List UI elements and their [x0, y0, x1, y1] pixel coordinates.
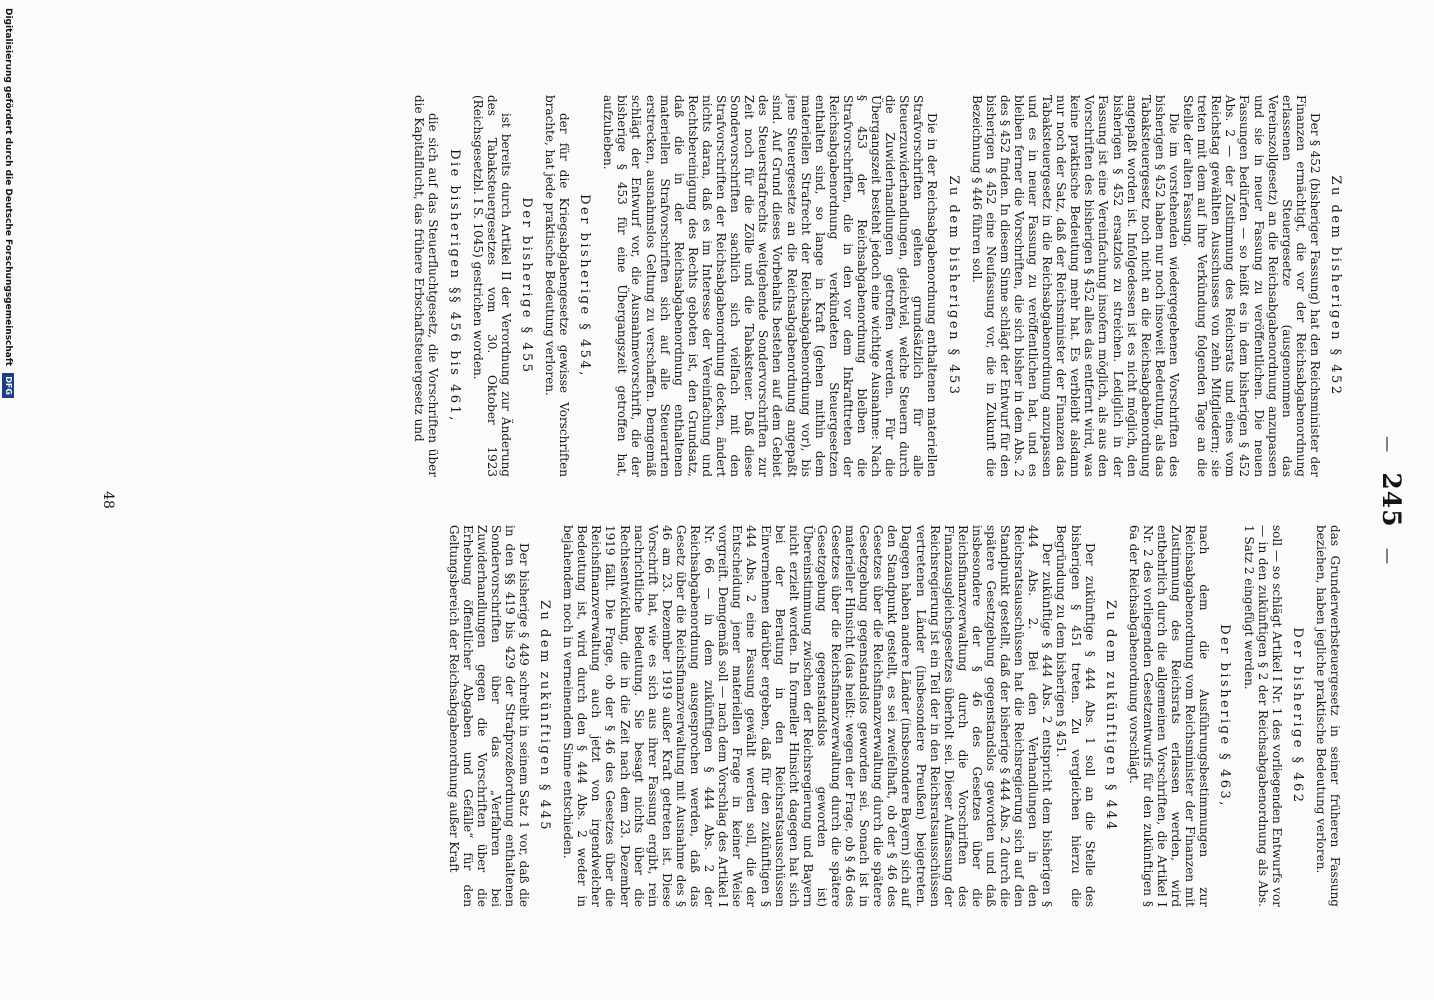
paragraph: Der zukünftige § 444 Abs. 1 soll an die Stelle des bisherigen § 451 treten. Zu vergleichen hierzu die Begründung zu dem bisherigen § 451.: [1054, 525, 1097, 907]
paragraph: die sich auf das Steuerfluchtgesetz, die Vorschriften über die Kapitalflucht, das frühere Erbschaftsteuergesetz und: [412, 95, 441, 477]
paragraph: der für die Kriegsabgabengesetze gewisse Vorschriften brachte, hat jede praktische Bedeutung verloren.: [543, 95, 572, 477]
paragraph: Der bisherige § 449 schreibt in seinem Satz 1 vor, daß die in den §§ 419 bis 429 der Strafprozeßordnung enthaltenen Sondervorschriften über das „Verfahren bei Zuwiderhandlungen gegen die Vorschriften über die Erhebung öffentlicher Abgaben und Gefälle“ für den Geltungsbereich der Reichsabgabenordnung außer Kraft: [446, 525, 532, 907]
page-number: 245: [1377, 472, 1406, 528]
section-heading: Der bisherige § 463,: [1217, 624, 1233, 808]
right-column: [446, 525, 1342, 907]
paragraph: ist bereits durch Artikel II der Verordnung zur Änderung des Tabaksteuergesetzes vom 30. Oktober 1923 (Reichsgesetzbl. I S. 1045) gestrichen worden.: [470, 95, 513, 477]
paragraph: soll — so schlägt Artikel I Nr. 1 des vorliegenden Entwurfs vor — in den zukünftigen § 2 der Reichsabgabenordnung als Abs. 1 Satz 2 eingefügt werden.: [1241, 525, 1284, 907]
paragraph: Die im vorstehenden wiedergegebenen Vorschriften des bisherigen § 452 haben nur noch insoweit Bedeutung, als das Tabaksteuergesetz noch nicht an die Reichsabgabenordnung angepaßt worden ist. Infolgedessen ist es nicht möglich, den bisherigen § 452 ersatzlos zu streichen. Lediglich in der Fassung ist eine Vereinfachung insofern möglich, als aus den Vorschriften des bisherigen § 452 alles das entfernt wird, was keine praktische Bedeutung mehr hat. Es verbleibt alsdann nur noch der Satz, daß der Reichsminister der Finanzen das Tabaksteuergesetz in die Reichsabgabenordnung anzupassen und es in neuer Fassung zu veröffentlichen hat, und es bleiben ferner die Vorschriften, die sich bisher in dem Abs. 2 des § 452 finden. In diesem Sinne schlägt der Entwurf für den bisherigen § 452 eine Neufassung vor, die in Zukunft die Bezeichnung § 446 führen soll.: [969, 95, 1181, 477]
left-column: [412, 95, 1342, 477]
section-heading: Zu dem zukünftigen § 445: [537, 599, 553, 832]
digitization-credit: [0, 0, 16, 1008]
credit-text: Digitalisierung gefördert durch die Deutsche Forschungsgemeinschaft: [3, 8, 13, 367]
paragraph: Der § 452 (bisheriger Fassung) hat den Reichsminister der Finanzen ermächtigt, die vor der Reichsabgabenordnung erlassenen Steuergesetze (ausgenommen das Vereinszollgesetz) an die Reichsabgabenordnung anzupassen und sie in neuer Fassung zu veröffentlichen. Die neuen Fassungen bedürfen — so heißt es in dem bisherigen § 452 Abs. 2 — der Zustimmung des Reichsrats und eines vom Reichstag gewählten Ausschusses von zehn Mitgliedern; sie treten mit dem auf ihre Verkündung folgenden Tage an die Stelle der alten Fassung.: [1181, 95, 1322, 477]
dfg-logo: DFG: [2, 373, 14, 398]
paragraph: Die in der Reichsabgabenordnung enthaltenen materiellen Strafvorschriften gelten grundsätzlich für alle Steuerzuwiderhandlungen, gleichviel, welche Steuern durch die Zuwiderhandlungen getroffen werden. Für die Übergangszeit besteht jedoch eine wichtige Ausnahme: Nach § 453 der Reichsabgabenordnung bleiben die Strafvorschriften, die in den vor dem Inkrafttreten der Reichsabgabenordnung verkündeten Steuergesetzen enthalten sind, so lange in Kraft (gehen mithin dem materiellen Strafrecht der Reichsabgabenordnung vor), bis jene Steuergesetze an die Reichsabgabenordnung angepaßt sind. Auf Grund dieses Vorbehalts bestehen auf dem Gebiet des Steuerstrafrechts weitgehende Sondervorschriften zur Zeit noch für die Zölle und die Tabaksteuer. Daß diese Sondervorschriften sachlich sich vielfach mit den Strafvorschriften der Reichsabgabenordnung decken, ändert nichts daran, daß es im Interesse der Vereinfachung und Rechtsbereinigung des Rechts geboten ist, den Grundsatz, daß die in der Reichsabgabenordnung enthaltenen materiellen Strafvorschriften sich auf alle Steuerarten erstrecken, ausnahmslos Geltung zu verschaffen. Demgemäß schlägt der Entwurf vor, die Ausnahmevorschrift, die der bisherige § 453 für eine Übergangszeit getroffen hat, aufzuheben.: [601, 95, 940, 477]
paragraph: nach dem die Ausführungsbestimmungen zur Reichsabgabenordnung vom Reichsminister der Finanzen mit Zustimmung des Reichsrats erlassen werden, wird entbehrlich durch die allgemeinen Vorschriften, die Artikel I Nr. 2 des vorliegenden Gesetzentwurfs für den zukünftigen § 6a der Reichsabgabenordnung vorschlägt.: [1126, 525, 1212, 907]
paragraph: Der zukünftige § 444 Abs. 2 entspricht dem bisherigen § 444 Abs. 2. Bei den Verhandlungen in den Reichsratsausschüssen hat die Reichsregierung sich auf den Standpunkt gestellt, daß der bisherige § 444 Abs. 2 durch die spätere Gesetzgebung gegenstandslos geworden und daß insbesondere der § 46 des Gesetzes über die Reichsfinanzverwaltung durch die Vorschriften des Finanzausgleichsgesetzes überholt sei. Dieser Auffassung der Reichsregierung ist ein Teil der in den Reichsratsausschüssen vertretenen Länder (insbesondere Preußen) beigetreten. Dagegen haben andere Länder (insbesondere Bayern) sich auf den Standpunkt gestellt, es sei zweifelhaft, ob der § 46 des Gesetzes über die Reichsfinanzverwaltung durch die spätere Gesetzgebung gegenstandslos geworden sei. Sonach ist in materieller Hinsicht (das heißt: wegen der Frage, ob § 46 des Gesetzes über die Reichsfinanzverwaltung durch die spätere Gesetzgebung gegenstandslos geworden ist) Übereinstimmung zwischen der Reichsregierung und Bayern nicht erzielt worden. In formeller Hinsicht dagegen hat sich bei der Beratung in den Reichsratsausschüssen Einvernehmen darüber ergeben, daß für den zukünftigen § 444 Abs. 2 eine Fassung gewählt werden soll, die der Entscheidung jener materiellen Frage in keiner Weise vorgreift. Demgemäß soll — nach dem Vorschlag des Artikel I Nr. 66 — in dem zukünftigen § 444 Abs. 2 der Reichsabgabenordnung ausgesprochen werden, daß das Gesetz über die Reichsfinanzverwaltung mit Ausnahme des § 46 am 23. Dezember 1919 außer Kraft getreten ist. Diese Vorschrift hat, wie es sich aus ihrer Fassung ergibt, rein nachrichtliche Bedeutung. Sie besagt nichts über die Rechtsentwicklung, die in die Zeit nach dem 23. Dezember 1919 fällt. Die Frage, ob der § 46 des Gesetzes über die Reichsfinanzverwaltung auch jetzt von irgendwelcher Bedeutung ist, wird durch den § 444 Abs. 2 weder in bejahendem noch in verneinendem Sinne entschieden.: [561, 525, 1055, 907]
header-dash-right: —: [1379, 547, 1398, 564]
header-dash-left: —: [1379, 436, 1398, 453]
signature-mark: 48: [100, 491, 116, 509]
section-heading: Der bisherige § 454,: [577, 194, 593, 378]
section-heading: Zu dem bisherigen § 453: [945, 175, 961, 397]
section-heading: Der bisherige § 455: [518, 197, 534, 375]
page-header: [1366, 0, 1406, 1000]
section-heading: Der bisherige § 462: [1289, 627, 1305, 805]
section-heading: Die bisherigen §§ 456 bis 461,: [446, 149, 462, 423]
section-heading: Zu dem zukünftigen § 444: [1102, 599, 1118, 832]
paragraph: das Grunderwerbsteuergesetz in seiner früheren Fassung beziehen, haben jegliche praktische Bedeutung verloren.: [1313, 525, 1342, 907]
section-heading: Zu dem bisherigen § 452: [1328, 175, 1343, 397]
